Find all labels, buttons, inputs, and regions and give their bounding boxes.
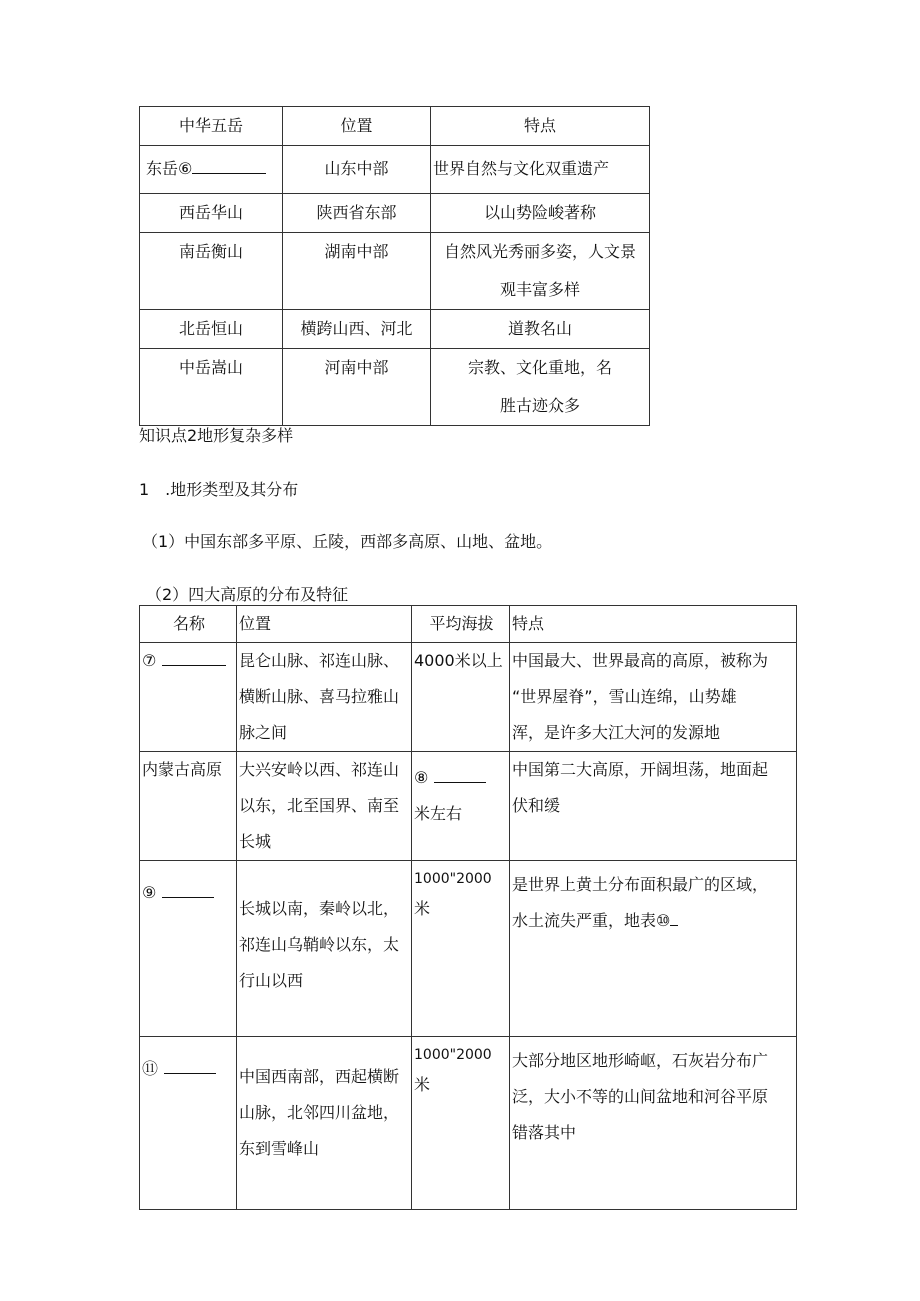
altitude-cell <box>412 861 510 1037</box>
table-row <box>140 861 797 1037</box>
feature-line: 观丰富多样 <box>499 280 580 299</box>
header-cell: 平均海拔 <box>412 606 510 643</box>
position-line: 山脉，北邻四川盆地， <box>239 1103 400 1122</box>
position-cell: 湖南中部 <box>283 233 431 310</box>
feature-line <box>512 903 796 939</box>
mountain-name: 东岳⑥ <box>146 159 193 178</box>
feature-cell <box>510 861 797 1037</box>
altitude-line: 米左右 <box>414 804 463 823</box>
altitude-cell <box>412 643 510 752</box>
feature-cell <box>510 643 797 752</box>
table-row <box>140 194 650 233</box>
answer-blank[interactable] <box>192 159 266 174</box>
altitude-cell <box>412 1037 510 1210</box>
name-cell: 内蒙古高原 <box>140 752 237 861</box>
position-line: 以东，北至国界、南至 <box>239 796 400 815</box>
altitude-line <box>414 760 509 796</box>
altitude-cell <box>412 752 510 861</box>
table-row <box>140 233 650 310</box>
plateau-name: ⑨ <box>142 883 157 902</box>
feature-cell <box>510 752 797 861</box>
name-cell <box>140 643 237 752</box>
header-cell: 名称 <box>140 606 237 643</box>
table-row <box>140 146 650 194</box>
position-line: 行山以西 <box>239 971 304 990</box>
table-row <box>140 1037 797 1210</box>
feature-cell: 以山势险峻著称 <box>431 194 650 233</box>
header-cell: 位置 <box>237 606 412 643</box>
table-row <box>140 643 797 752</box>
plateaus-table <box>139 605 797 1210</box>
position-cell: 山东中部 <box>283 146 431 194</box>
answer-blank[interactable] <box>162 883 214 898</box>
feature-line: 胜古迹众多 <box>499 396 580 415</box>
knowledge-point-heading: 知识点2地形复杂多样 <box>139 426 294 445</box>
plateau-name: ⑦ <box>142 651 157 670</box>
feature-line: 伏和缓 <box>512 796 561 815</box>
subsection-heading: （2）四大高原的分布及特征 <box>146 585 349 604</box>
table-row <box>140 752 797 861</box>
header-cell: 位置 <box>283 107 431 146</box>
table-header-row <box>140 606 797 643</box>
name-cell <box>140 146 283 194</box>
position-cell: 陕西省东部 <box>283 194 431 233</box>
name-cell: 中岳嵩山 <box>140 349 283 426</box>
feature-cell: 道教名山 <box>431 310 650 349</box>
position-line: 长城 <box>239 832 272 851</box>
altitude-line: 4000米以上 <box>414 651 503 670</box>
feature-line: 浑，是许多大江大河的发源地 <box>512 723 721 742</box>
altitude-line: 1000"2000 <box>414 1047 492 1063</box>
feature-line: “世界屋脊”，雪山连绵，山势雄 <box>512 687 737 706</box>
table-row <box>140 349 650 426</box>
altitude-line: 米 <box>414 1075 431 1094</box>
position-line: 长城以南，秦岭以北， <box>239 899 400 918</box>
table-header-row <box>140 107 650 146</box>
altitude-line: 1000"2000 <box>414 871 492 887</box>
altitude-marker: ⑧ <box>414 768 429 787</box>
name-cell: 北岳恒山 <box>140 310 283 349</box>
position-cell <box>237 1037 412 1210</box>
five-mountains-table <box>139 106 650 426</box>
answer-blank[interactable] <box>670 911 678 926</box>
feature-line: 泛，大小不等的山间盆地和河谷平原 <box>512 1087 769 1106</box>
position-line: 脉之间 <box>239 723 288 742</box>
position-cell: 河南中部 <box>283 349 431 426</box>
feature-line: 宗教、文化重地，名 <box>467 358 612 377</box>
feature-line: 是世界上黄土分布面积最广的区域， <box>512 875 769 894</box>
name-cell: 西岳华山 <box>140 194 283 233</box>
name-cell <box>140 1037 237 1210</box>
feature-line: 中国第二大高原，开阔坦荡，地面起 <box>512 760 769 779</box>
feature-line: 中国最大、世界最高的高原，被称为 <box>512 651 769 670</box>
plateau-name: ⑪ <box>142 1059 159 1078</box>
position-line: 昆仑山脉、祁连山脉、 <box>239 651 400 670</box>
name-cell: 南岳衡山 <box>140 233 283 310</box>
feature-line: 错落其中 <box>512 1123 577 1142</box>
position-line: 祁连山乌鞘岭以东，太 <box>239 935 400 954</box>
position-cell <box>237 643 412 752</box>
answer-blank[interactable] <box>434 768 486 783</box>
feature-cell <box>431 349 650 426</box>
position-line: 东到雪峰山 <box>239 1139 320 1158</box>
position-cell: 横跨山西、河北 <box>283 310 431 349</box>
answer-blank[interactable] <box>162 651 226 666</box>
position-cell <box>237 752 412 861</box>
feature-cell: 世界自然与文化双重遗产 <box>431 146 650 194</box>
feature-line: 大部分地区地形崎岖，石灰岩分布广 <box>512 1051 769 1070</box>
feature-text: 水土流失严重，地表⑩ <box>512 911 671 930</box>
position-cell <box>237 861 412 1037</box>
header-cell: 特点 <box>431 107 650 146</box>
answer-blank[interactable] <box>164 1059 216 1074</box>
header-cell: 特点 <box>510 606 797 643</box>
feature-cell <box>510 1037 797 1210</box>
feature-line: 自然风光秀丽多姿，人文景 <box>443 242 636 261</box>
name-cell <box>140 861 237 1037</box>
section-item-heading: 1 .地形类型及其分布 <box>139 480 299 499</box>
altitude-line: 米 <box>414 899 431 918</box>
feature-cell <box>431 233 650 310</box>
position-line: 中国西南部，西起横断 <box>239 1067 400 1086</box>
position-line: 横断山脉、喜马拉雅山 <box>239 687 400 706</box>
table-row <box>140 310 650 349</box>
position-line: 大兴安岭以西、祁连山 <box>239 760 400 779</box>
header-cell: 中华五岳 <box>140 107 283 146</box>
subsection-text: （1）中国东部多平原、丘陵，西部多高原、山地、盆地。 <box>142 532 553 551</box>
